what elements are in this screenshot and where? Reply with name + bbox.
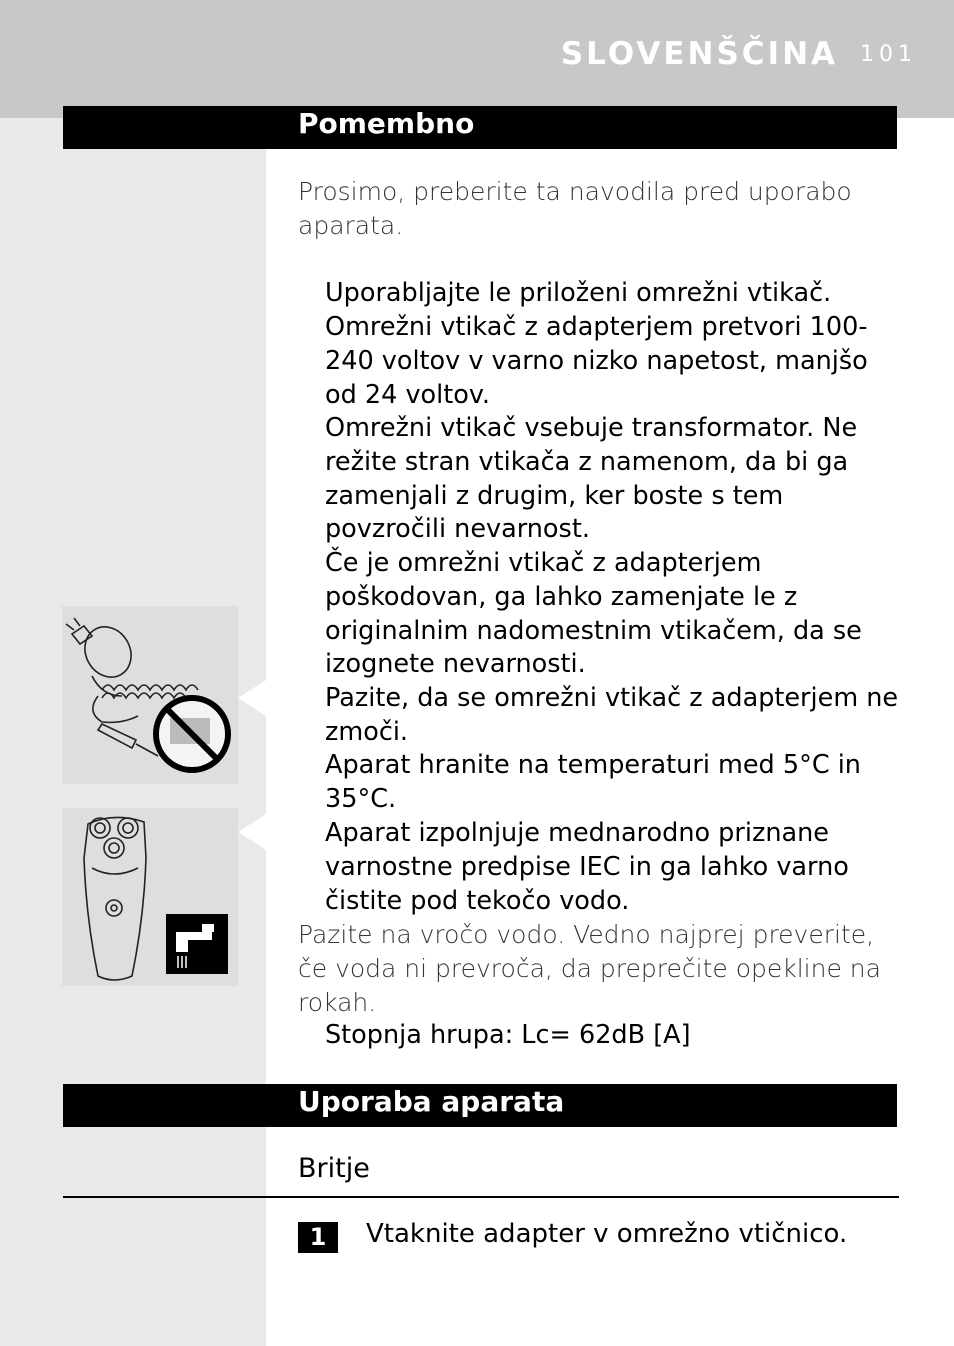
section-title: Pomembno xyxy=(298,107,475,140)
list-item: Aparat izpolnjuje mednarodno priznane varnostne predpise IEC in ga lahko varno čistite pod tekočo vodo. xyxy=(325,818,849,916)
step-text: Vtaknite adapter v omrežno vtičnico. xyxy=(366,1219,848,1249)
list-item: Aparat hranite na temperaturi med 5°C in 35°C. xyxy=(325,750,861,814)
section-bar-usage xyxy=(63,1084,897,1127)
noise-level: Stopnja hrupa: Lc= 62dB [A] xyxy=(325,1020,691,1050)
section-title: Uporaba aparata xyxy=(298,1085,565,1118)
subheading-shaving: Britje xyxy=(298,1153,370,1184)
list-item: Uporabljajte le priloženi omrežni vtikač. xyxy=(325,278,832,308)
hot-water-warning: Pazite na vročo vodo. Vedno najprej preverite, če voda ni prevroča, da preprečite opekline na rokah. xyxy=(298,920,881,1017)
list-item: Pazite, da se omrežni vtikač z adapterjem ne zmoči. xyxy=(325,683,899,747)
list-item: Omrežni vtikač z adapterjem pretvori 100-240 voltov v varno nizko napetost, manjšo od 24 voltov. xyxy=(325,312,868,410)
page-number: 101 xyxy=(860,42,917,67)
intro-paragraph: Prosimo, preberite ta navodila pred uporabo aparata. xyxy=(298,177,852,240)
adapter-illustration xyxy=(62,606,238,784)
shaver-illustration xyxy=(62,808,238,986)
adapter-no-water-icon xyxy=(62,606,238,784)
shaver-tap-water-icon xyxy=(62,808,238,986)
step-number: 1 xyxy=(298,1222,338,1253)
list-item: Če je omrežni vtikač z adapterjem poškodovan, ga lahko zamenjate le z originalnim nadomestnim vtikačem, da se izognete nevarnosti. xyxy=(325,548,862,680)
divider xyxy=(63,1196,899,1198)
pointer-arrow xyxy=(238,680,266,716)
pointer-arrow xyxy=(238,814,266,850)
list-item: Omrežni vtikač vsebuje transformator. Ne režite stran vtikača z namenom, da bi ga zamenjali z drugim, ker boste s tem povzročili nevarnost. xyxy=(325,413,858,545)
language-title: SLOVENŠČINA xyxy=(560,36,838,72)
section-bar-important xyxy=(63,106,897,149)
